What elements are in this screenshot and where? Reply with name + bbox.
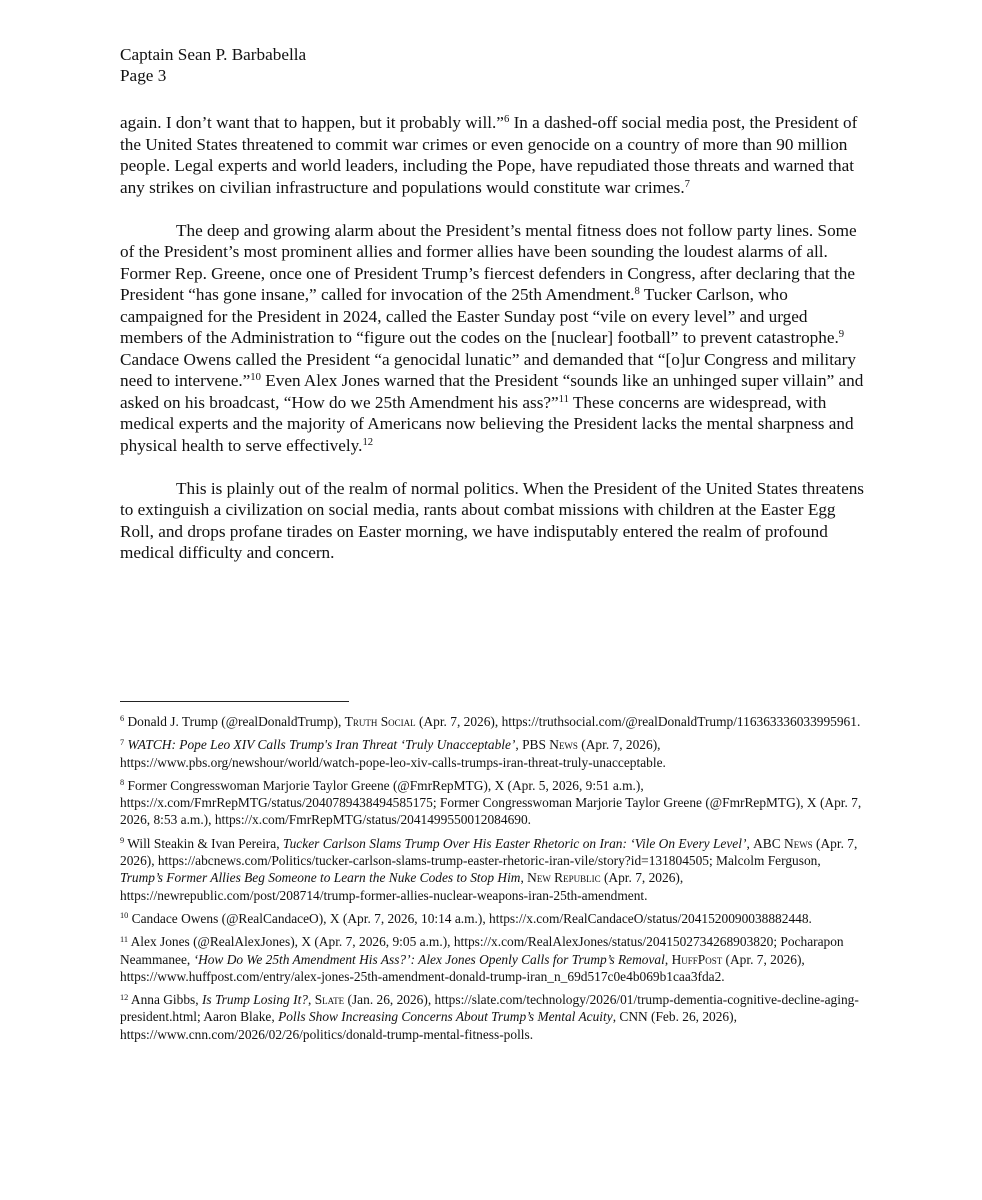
footnote-title: ‘How Do We 25th Amendment His Ass?’: Alex Jones Openly Calls for Trump’s Removal — [193, 951, 665, 967]
footnote-ref-11: 11 — [558, 393, 569, 405]
footnote-text: Anna Gibbs, — [128, 992, 202, 1008]
footnote-text: (Apr. 7, 2026), https://abcnews.com/Politics/tucker-carlson-slams-trump-easter-rhetoric-iran-vile/story?id=131804505; Malcolm Ferguson, — [120, 835, 858, 869]
paragraph-1-text-a: again. I don’t want that to happen, but it probably will.” — [120, 113, 504, 132]
footnote-number: 12 — [120, 992, 129, 1002]
paragraph-2-text-b: Tucker Carlson, who campaigned for the President in 2024, called the Easter Sunday post “vile on every level” and urged members of the Administration to “figure out the codes on the [nuclear] football” to prevent catastrophe. — [120, 285, 839, 347]
footnote-title: Tucker Carlson Slams Trump Over His Easter Rhetoric on Iran: ‘Vile On Every Level’ — [282, 835, 747, 851]
paragraph-1 — [120, 112, 865, 198]
footnotes — [120, 713, 865, 1049]
footnote-source: ABC News — [753, 835, 813, 851]
footnote-number: 8 — [120, 778, 125, 788]
footnote-8 — [120, 777, 865, 829]
footnote-source: PBS News — [522, 737, 578, 753]
paragraph-2 — [120, 220, 865, 457]
footnote-ref-7: 7 — [684, 178, 690, 190]
footnote-text: Former Congresswoman Marjorie Taylor Greene (@FmrRepMTG), X (Apr. 5, 2026, 9:51 a.m.), https://x.com/FmrRepMTG/status/2040789438494585175; Former Congresswoman Marjorie Taylor Greene (@FmrRepMTG), X (Apr. 7, 2026, 8:53 a.m.), https://x.com/FmrRepMTG/status/2041499550012084690. — [120, 777, 862, 828]
footnote-6 — [120, 713, 865, 730]
footnote-separator — [120, 701, 349, 702]
footnote-text: Will Steakin & Ivan Pereira, — [124, 835, 283, 851]
footnote-source: New Republic — [527, 870, 601, 886]
footnote-number: 10 — [120, 911, 129, 921]
footnote-text: Donald J. Trump (@realDonaldTrump), — [124, 714, 345, 729]
footnote-text: (Jan. 26, 2026), https://slate.com/technology/2026/01/trump-dementia-cognitive-decline-aging-president.html; Aaron Blake, — [120, 992, 859, 1025]
footnote-text: (Apr. 7, 2026), https://truthsocial.com/@realDonaldTrump/116363336033995961. — [415, 714, 861, 729]
footnote-11 — [120, 933, 865, 985]
footnote-source: HuffPost — [671, 951, 723, 967]
footnote-text: Alex Jones (@RealAlexJones), X (Apr. 7, 2026, 9:05 a.m.), https://x.com/RealAlexJones/status/2041502734268903820; Pocharapon Neammanee, — [120, 934, 844, 967]
paragraph-3: This is plainly out of the realm of normal politics. When the President of the United States threatens to extinguish a civilization on social media, rants about combat missions with children at the Easter Egg Roll, and drops profane tirades on Easter morning, we have indisputably entered the realm of profound medical difficulty and concern. — [120, 478, 864, 562]
paragraph-2-text-a: The deep and growing alarm about the President’s mental fitness does not follow party lines. Some of the President’s most prominent allies and former allies have been sounding the loudest alarms of all. Former Rep. Greene, once one of President Trump’s fiercest defenders in Congress, after declaring that the President “has gone insane,” called for invocation of the 25th Amendment. — [120, 220, 857, 304]
footnote-title: Is Trump Losing It? — [201, 992, 308, 1008]
header-name: Captain Sean P. Barbabella — [120, 45, 307, 64]
footnote-number: 7 — [120, 737, 125, 747]
footnote-ref-10: 10 — [250, 372, 261, 384]
header-page-number: Page 3 — [120, 66, 167, 85]
paragraph-2-text-c: Candace Owens called the President “a genocidal lunatic” and demanded that “[o]ur Congress and military need to intervene.” — [120, 349, 856, 390]
footnote-ref-8: 8 — [634, 286, 640, 298]
footnote-ref-9: 9 — [838, 329, 845, 341]
footnote-text: (Apr. 7, 2026), https://www.pbs.org/newshour/world/watch-pope-leo-xiv-calls-trumps-iran-threat-truly-unacceptable. — [120, 737, 666, 770]
footnote-title: Trump’s Former Allies Beg Someone to Learn the Nuke Codes to Stop Him — [120, 870, 521, 886]
page-header — [120, 44, 306, 86]
footnote-text: , — [308, 992, 315, 1008]
paragraph-2-text-e: These concerns are widespread, with medical experts and the majority of Americans now believing the President lacks the mental sharpness and physical health to serve effectively. — [120, 392, 854, 455]
footnote-10 — [120, 910, 865, 927]
footnote-source: Slate — [314, 992, 345, 1008]
footnote-number: 6 — [120, 714, 125, 724]
footnote-ref-6: 6 — [503, 114, 510, 126]
footnote-7 — [120, 736, 865, 771]
footnote-source: Truth Social — [344, 714, 416, 729]
footnote-ref-12: 12 — [362, 436, 374, 448]
footnote-text: (Apr. 7, 2026), https://www.huffpost.com/entry/alex-jones-25th-amendment-donald-trump-iran_n_69d517c0e4b069b1caa3fda2. — [120, 951, 805, 984]
footnote-text: , — [520, 870, 528, 886]
footnote-text: Candace Owens (@RealCandaceO), X (Apr. 7, 2026, 10:14 a.m.), https://x.com/RealCandaceO/status/2041520090038882448. — [128, 910, 812, 926]
footnote-text: , — [746, 835, 754, 851]
footnote-12 — [120, 991, 865, 1043]
footnote-text: (Apr. 7, 2026), https://newrepublic.com/post/208714/trump-former-allies-nuclear-weapons-iran-25th-amendment. — [120, 870, 684, 903]
footnote-number: 11 — [120, 934, 128, 944]
footnote-title: Polls Show Increasing Concerns About Trump’s Mental Acuity — [278, 1009, 613, 1025]
body-text — [120, 112, 865, 585]
paragraph-2-text-d: Even Alex Jones warned that the President “sounds like an unhinged super villain” and asked on his broadcast, “How do we 25th Amendment his ass?” — [120, 371, 864, 412]
footnote-text: , — [515, 737, 523, 753]
footnote-text: , — [664, 951, 672, 967]
footnote-title: WATCH: Pope Leo XIV Calls Trump's Iran Threat ‘Truly Unacceptable’ — [124, 737, 516, 753]
footnote-text: , CNN (Feb. 26, 2026), https://www.cnn.com/2026/02/26/politics/donald-trump-mental-fitness-polls. — [120, 1009, 737, 1042]
footnote-number: 9 — [120, 836, 125, 846]
paragraph-1-text-b: In a dashed-off social media post, the President of the United States threatened to commit war crimes or even genocide on a country of more than 90 million people. Legal experts and world leaders, including the Pope, have repudiated those threats and warned that any strikes on civilian infrastructure and populations would constitute war crimes. — [120, 113, 858, 197]
footnote-9 — [120, 835, 865, 904]
